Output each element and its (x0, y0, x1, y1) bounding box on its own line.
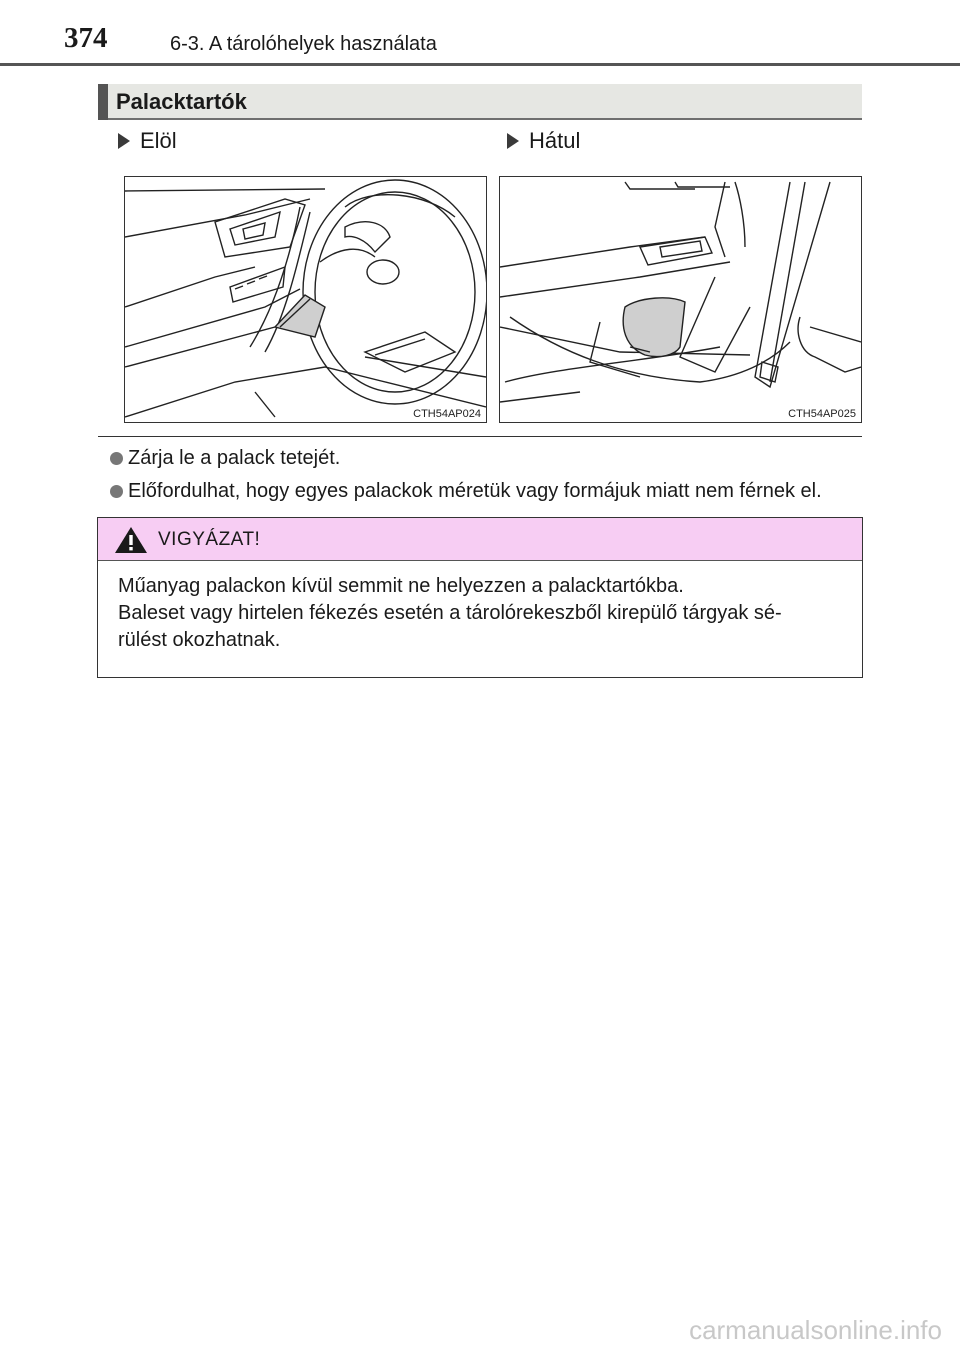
section-rule (98, 436, 862, 437)
section-heading (98, 84, 862, 120)
triangle-bullet-icon (507, 133, 519, 149)
bullet-dot-icon (110, 452, 123, 465)
page-number: 374 (64, 22, 108, 54)
note-text: Zárja le a palack tetejét. (128, 447, 341, 469)
warning-box (97, 517, 863, 678)
running-head: 6-3. A tárolóhelyek használata (170, 33, 437, 55)
section-title: Palacktartók (116, 89, 247, 114)
warning-triangle-icon (114, 526, 148, 554)
front-cabin-illustration (125, 177, 486, 422)
subheading-rear-label: Hátul (529, 128, 581, 153)
header-rule (0, 63, 960, 66)
subheading-front (118, 128, 177, 154)
note-bullet (110, 447, 340, 470)
subheading-front-label: Elöl (140, 128, 177, 153)
note-bullet (110, 480, 822, 503)
warning-title: VIGYÁZAT! (158, 529, 261, 550)
warning-header (98, 518, 862, 561)
bullet-dot-icon (110, 485, 123, 498)
figure-code: CTH54AP025 (788, 408, 856, 420)
note-text: Előfordulhat, hogy egyes palackok méretük vagy formájuk miatt nem férnek el. (128, 480, 822, 502)
figure-rear (499, 176, 862, 423)
warning-body (118, 573, 848, 654)
warning-line: Műanyag palackon kívül semmit ne helyezzen a palacktartókba. (118, 575, 684, 597)
section-bar (98, 84, 108, 120)
subheading-rear (507, 128, 580, 154)
warning-line: Baleset vagy hirtelen fékezés esetén a tárolórekeszből kirepülő tárgyak sé- (118, 602, 782, 624)
triangle-bullet-icon (118, 133, 130, 149)
warning-line: rülést okozhatnak. (118, 629, 281, 651)
figure-front (124, 176, 487, 423)
watermark: carmanualsonline.info (689, 1315, 942, 1345)
figure-code: CTH54AP024 (413, 408, 481, 420)
rear-door-illustration (500, 177, 861, 422)
